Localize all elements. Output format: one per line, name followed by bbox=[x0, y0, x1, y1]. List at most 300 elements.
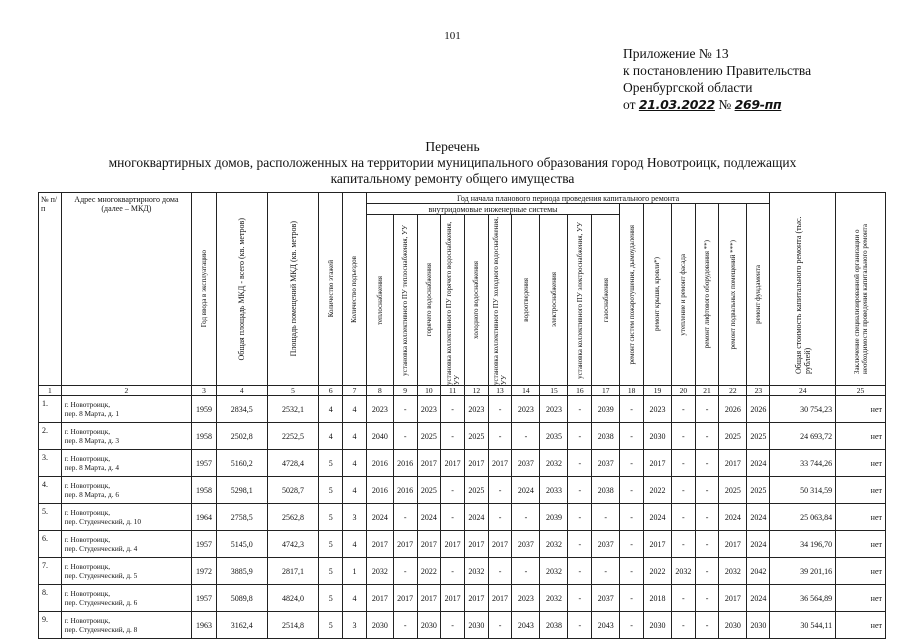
table-cell: 34 196,70 bbox=[770, 531, 836, 558]
table-cell: 25 063,84 bbox=[770, 504, 836, 531]
table-cell: 2024 bbox=[747, 504, 770, 531]
header-heat-text: теплоснабжения bbox=[375, 275, 384, 325]
address-city: г. Новотроицк, bbox=[64, 400, 111, 409]
header-pu-electric-text: установка коллективного ПУ электроснабжения, УУ bbox=[575, 221, 584, 379]
column-number-row bbox=[39, 386, 886, 396]
address-street: пер. 8 Марта, д. 6 bbox=[64, 490, 120, 499]
table-cell: - bbox=[620, 558, 644, 585]
table-cell: 5 bbox=[319, 585, 343, 612]
table-cell: 2017 bbox=[393, 531, 417, 558]
header-pu-electric bbox=[568, 215, 592, 386]
table-cell: 2038 bbox=[592, 477, 620, 504]
table-cell: - bbox=[592, 558, 620, 585]
header-premises-area-text: Площадь помещений МКД (кв. метров) bbox=[288, 221, 298, 357]
table-cell: 2024 bbox=[417, 504, 441, 531]
column-number: 11 bbox=[441, 386, 465, 396]
table-cell: - bbox=[393, 558, 417, 585]
table-cell: 5 bbox=[319, 477, 343, 504]
table-cell: 4 bbox=[343, 585, 367, 612]
table-cell: 2037 bbox=[592, 585, 620, 612]
column-number: 14 bbox=[512, 386, 540, 396]
table-cell: 2037 bbox=[592, 450, 620, 477]
table-cell: - bbox=[671, 504, 695, 531]
table-cell: 4 bbox=[343, 396, 367, 423]
table-cell: - bbox=[488, 612, 512, 639]
table-cell: - bbox=[568, 585, 592, 612]
table-cell: 4 bbox=[343, 423, 367, 450]
table-cell: - bbox=[671, 612, 695, 639]
table-row bbox=[39, 450, 886, 477]
row-number: 2. bbox=[39, 423, 62, 450]
address-street: пер. Студенческий, д. 4 bbox=[64, 544, 138, 553]
table-cell: 5 bbox=[319, 531, 343, 558]
header-premises-area bbox=[267, 193, 319, 386]
table-cell: нет bbox=[836, 477, 886, 504]
header-gas bbox=[592, 215, 620, 386]
table-cell: - bbox=[620, 477, 644, 504]
table-row bbox=[39, 585, 886, 612]
row-number: 6. bbox=[39, 531, 62, 558]
table-cell: 5 bbox=[319, 558, 343, 585]
table-cell: 2039 bbox=[540, 504, 568, 531]
row-number: 8. bbox=[39, 585, 62, 612]
table-cell: 3885,9 bbox=[216, 558, 267, 585]
table-cell: 2024 bbox=[464, 504, 488, 531]
header-basement-text: ремонт подвальных помещений ***) bbox=[728, 239, 737, 350]
table-cell: нет bbox=[836, 423, 886, 450]
table-cell: - bbox=[620, 423, 644, 450]
address-cell bbox=[61, 423, 192, 450]
table-cell: 4824,0 bbox=[267, 585, 319, 612]
address-street: пер. Студенческий, д. 10 bbox=[64, 517, 141, 526]
table-cell: нет bbox=[836, 504, 886, 531]
header-lift-text: ремонт лифтового оборудования **) bbox=[703, 240, 712, 349]
table-cell: 2017 bbox=[441, 450, 465, 477]
table-cell: 2016 bbox=[393, 477, 417, 504]
header-fire bbox=[620, 204, 644, 386]
address-city: г. Новотроицк, bbox=[64, 616, 111, 625]
table-cell: - bbox=[488, 423, 512, 450]
row-number: 9. bbox=[39, 612, 62, 639]
appendix-line-3: Оренбургской области bbox=[623, 80, 753, 95]
table-cell: 4 bbox=[343, 477, 367, 504]
table-row bbox=[39, 396, 886, 423]
table-cell: - bbox=[695, 585, 719, 612]
table-cell: 2030 bbox=[643, 612, 671, 639]
table-cell: 2532,1 bbox=[267, 396, 319, 423]
table-cell: 2024 bbox=[747, 585, 770, 612]
table-cell: 2023 bbox=[464, 396, 488, 423]
table-row bbox=[39, 423, 886, 450]
number-prefix: № bbox=[718, 97, 732, 112]
table-cell: 2030 bbox=[719, 612, 747, 639]
table-cell: 2030 bbox=[417, 612, 441, 639]
appendix-line-2: к постановлению Правительства bbox=[623, 63, 812, 78]
table-cell: нет bbox=[836, 396, 886, 423]
address-cell bbox=[61, 477, 192, 504]
table-cell: - bbox=[568, 477, 592, 504]
header-hot-water-text: горячего водоснабжения bbox=[424, 263, 433, 337]
table-cell: - bbox=[695, 450, 719, 477]
table-cell: - bbox=[441, 558, 465, 585]
header-cold-water bbox=[464, 215, 488, 386]
table-cell: 4728,4 bbox=[267, 450, 319, 477]
table-cell: - bbox=[568, 531, 592, 558]
address-city: г. Новотроицк, bbox=[64, 562, 111, 571]
table-cell: 2758,5 bbox=[216, 504, 267, 531]
table-cell: 5160,2 bbox=[216, 450, 267, 477]
document-title bbox=[0, 139, 905, 187]
houses-table bbox=[38, 192, 886, 639]
appendix-date-line bbox=[623, 96, 811, 113]
table-cell: 2017 bbox=[719, 531, 747, 558]
table-row bbox=[39, 612, 886, 639]
table-cell: 2025 bbox=[747, 423, 770, 450]
table-cell: - bbox=[393, 423, 417, 450]
address-street: пер. Студенческий, д. 6 bbox=[64, 598, 138, 607]
table-cell: 5 bbox=[319, 450, 343, 477]
table-cell: - bbox=[441, 423, 465, 450]
table-cell: 4 bbox=[319, 423, 343, 450]
table-cell: - bbox=[441, 504, 465, 531]
table-cell: 2030 bbox=[643, 423, 671, 450]
address-cell bbox=[61, 450, 192, 477]
table-cell: - bbox=[568, 612, 592, 639]
table-cell: 2025 bbox=[747, 477, 770, 504]
table-cell: - bbox=[441, 396, 465, 423]
table-cell: 2017 bbox=[441, 531, 465, 558]
table-cell: - bbox=[671, 423, 695, 450]
table-cell: - bbox=[568, 450, 592, 477]
table-cell: 1972 bbox=[192, 558, 217, 585]
table-cell: 2017 bbox=[366, 531, 393, 558]
handwritten-number: 269-пп bbox=[734, 97, 782, 112]
header-pu-heat-text: установка коллективного ПУ теплоснабжения, УУ bbox=[401, 224, 410, 376]
table-cell: 2016 bbox=[393, 450, 417, 477]
table-cell: - bbox=[671, 396, 695, 423]
address-street: пер. Студенческий, д. 5 bbox=[64, 571, 138, 580]
table-cell: 2030 bbox=[464, 612, 488, 639]
table-cell: 1957 bbox=[192, 450, 217, 477]
table-row bbox=[39, 504, 886, 531]
address-street: пер. 8 Марта, д. 1 bbox=[64, 409, 120, 418]
table-cell: 2025 bbox=[417, 423, 441, 450]
appendix-block bbox=[623, 45, 811, 113]
table-cell: 2024 bbox=[719, 504, 747, 531]
header-gas-text: газоснабжения bbox=[601, 277, 610, 323]
column-number: 12 bbox=[464, 386, 488, 396]
table-cell: 1957 bbox=[192, 585, 217, 612]
table-cell: 2017 bbox=[719, 585, 747, 612]
table-cell: 2024 bbox=[366, 504, 393, 531]
header-sewer-text: водоотведения bbox=[521, 278, 530, 322]
header-entrances-text: Количество подъездов bbox=[350, 255, 359, 323]
table-cell: 1963 bbox=[192, 612, 217, 639]
header-cold-water-text: холодного водоснабжения bbox=[472, 261, 481, 339]
table-cell: 50 314,59 bbox=[770, 477, 836, 504]
table-cell: 3 bbox=[343, 612, 367, 639]
table-cell: 4 bbox=[343, 531, 367, 558]
table-cell: 24 693,72 bbox=[770, 423, 836, 450]
table-cell: 5298,1 bbox=[216, 477, 267, 504]
table-cell: 2023 bbox=[540, 396, 568, 423]
table-cell: 2016 bbox=[366, 477, 393, 504]
table-cell: - bbox=[393, 396, 417, 423]
table-cell: 2037 bbox=[512, 450, 540, 477]
header-conclusion-text: Заключение специализированной организации о необходимости проведения капитального ремонта bbox=[852, 224, 869, 374]
table-cell: 5 bbox=[319, 504, 343, 531]
table-cell: 30 544,11 bbox=[770, 612, 836, 639]
table-cell: - bbox=[568, 396, 592, 423]
address-city: г. Новотроицк, bbox=[64, 481, 111, 490]
address-cell bbox=[61, 612, 192, 639]
table-cell: 2017 bbox=[464, 531, 488, 558]
table-cell: нет bbox=[836, 450, 886, 477]
header-total-area bbox=[216, 193, 267, 386]
address-cell bbox=[61, 396, 192, 423]
table-cell: - bbox=[620, 396, 644, 423]
header-basement bbox=[719, 204, 747, 386]
table-cell: 2023 bbox=[417, 396, 441, 423]
header-electric bbox=[540, 215, 568, 386]
table-cell: - bbox=[488, 396, 512, 423]
table-cell: 3162,4 bbox=[216, 612, 267, 639]
header-floors-text: Количество этажей bbox=[326, 260, 335, 318]
page-number: 101 bbox=[444, 30, 461, 42]
table-cell: 1959 bbox=[192, 396, 217, 423]
table-cell: 2040 bbox=[366, 423, 393, 450]
header-period-group: Год начала планового периода проведения капитального ремонта bbox=[366, 193, 769, 204]
table-cell: 2025 bbox=[719, 423, 747, 450]
table-cell: 2030 bbox=[366, 612, 393, 639]
table-cell: - bbox=[393, 612, 417, 639]
header-cost bbox=[770, 193, 836, 386]
table-cell: 2017 bbox=[464, 450, 488, 477]
table-cell: 2017 bbox=[417, 450, 441, 477]
table-cell: - bbox=[592, 504, 620, 531]
table-body bbox=[39, 386, 886, 639]
header-facade-text: утепление и ремонт фасада bbox=[679, 253, 688, 336]
row-number: 7. bbox=[39, 558, 62, 585]
table-cell: 2023 bbox=[643, 396, 671, 423]
table-cell: 5 bbox=[319, 612, 343, 639]
header-sewer bbox=[512, 215, 540, 386]
table-cell: 2017 bbox=[488, 585, 512, 612]
table-cell: нет bbox=[836, 531, 886, 558]
address-street: пер. 8 Марта, д. 3 bbox=[64, 436, 120, 445]
header-facade bbox=[671, 204, 695, 386]
table-cell: - bbox=[695, 558, 719, 585]
table-cell: 2024 bbox=[512, 477, 540, 504]
table-cell: 2017 bbox=[719, 450, 747, 477]
table-cell: 2037 bbox=[592, 531, 620, 558]
table-cell: 2032 bbox=[464, 558, 488, 585]
table-cell: 2022 bbox=[643, 477, 671, 504]
header-total-area-text: Общая площадь МКД - всего (кв. метров) bbox=[237, 217, 247, 361]
table-cell: 2043 bbox=[592, 612, 620, 639]
column-number: 22 bbox=[719, 386, 747, 396]
title-line-3: капитальному ремонту общего имущества bbox=[330, 171, 575, 186]
address-cell bbox=[61, 504, 192, 531]
table-cell: 5145,0 bbox=[216, 531, 267, 558]
table-cell: - bbox=[512, 558, 540, 585]
header-floors bbox=[319, 193, 343, 386]
table-cell: 2024 bbox=[747, 531, 770, 558]
table-row bbox=[39, 477, 886, 504]
column-number: 6 bbox=[319, 386, 343, 396]
table-cell: 2022 bbox=[643, 558, 671, 585]
column-number: 25 bbox=[836, 386, 886, 396]
table-cell: 2018 bbox=[643, 585, 671, 612]
table-cell: 2030 bbox=[747, 612, 770, 639]
table-cell: 2025 bbox=[719, 477, 747, 504]
table-cell: 2026 bbox=[719, 396, 747, 423]
table-cell: - bbox=[512, 504, 540, 531]
table-cell: - bbox=[441, 612, 465, 639]
table-cell: - bbox=[695, 477, 719, 504]
header-address: Адрес многоквартирного дома (далее – МКД) bbox=[61, 193, 192, 386]
table-cell: - bbox=[568, 504, 592, 531]
table-cell: 2026 bbox=[747, 396, 770, 423]
address-cell bbox=[61, 585, 192, 612]
column-number: 19 bbox=[643, 386, 671, 396]
table-cell: - bbox=[620, 612, 644, 639]
column-number: 1 bbox=[39, 386, 62, 396]
table-cell: 2025 bbox=[464, 477, 488, 504]
table-cell: 2032 bbox=[540, 558, 568, 585]
header-roof-text: ремонт крыши, кровли*) bbox=[653, 257, 662, 332]
column-number: 8 bbox=[366, 386, 393, 396]
column-number: 24 bbox=[770, 386, 836, 396]
table-cell: 2032 bbox=[540, 450, 568, 477]
column-number: 7 bbox=[343, 386, 367, 396]
table-cell: 1957 bbox=[192, 531, 217, 558]
header-hot-water bbox=[417, 215, 441, 386]
appendix-line-1: Приложение № 13 bbox=[623, 46, 729, 61]
address-city: г. Новотроицк, bbox=[64, 589, 111, 598]
header-pu-cold-text: установка коллективного ПУ холодного водоснабжения, УУ bbox=[492, 216, 509, 385]
table-cell: 4 bbox=[343, 450, 367, 477]
table-cell: 1958 bbox=[192, 423, 217, 450]
header-entrances bbox=[343, 193, 367, 386]
table-cell: 2817,1 bbox=[267, 558, 319, 585]
table-cell: - bbox=[512, 423, 540, 450]
address-street: пер. 8 Марта, д. 4 bbox=[64, 463, 120, 472]
column-number: 23 bbox=[747, 386, 770, 396]
table-cell: 2017 bbox=[417, 585, 441, 612]
column-number: 10 bbox=[417, 386, 441, 396]
table-cell: 2033 bbox=[540, 477, 568, 504]
table-cell: 2017 bbox=[366, 585, 393, 612]
column-number: 4 bbox=[216, 386, 267, 396]
table-cell: 4742,3 bbox=[267, 531, 319, 558]
column-number: 3 bbox=[192, 386, 217, 396]
header-pu-cold bbox=[488, 215, 512, 386]
table-cell: - bbox=[620, 585, 644, 612]
table-cell: 2017 bbox=[488, 531, 512, 558]
column-number: 15 bbox=[540, 386, 568, 396]
table-cell: - bbox=[568, 558, 592, 585]
table-cell: 5028,7 bbox=[267, 477, 319, 504]
table-cell: 2017 bbox=[464, 585, 488, 612]
table-cell: 1958 bbox=[192, 477, 217, 504]
header-lift bbox=[695, 204, 719, 386]
table-cell: - bbox=[671, 477, 695, 504]
column-number: 13 bbox=[488, 386, 512, 396]
table-cell: 2032 bbox=[366, 558, 393, 585]
row-number: 5. bbox=[39, 504, 62, 531]
table-cell: 5089,8 bbox=[216, 585, 267, 612]
table-cell: - bbox=[620, 450, 644, 477]
table-cell: 2024 bbox=[747, 450, 770, 477]
table-cell: 2032 bbox=[540, 531, 568, 558]
table-cell: - bbox=[568, 423, 592, 450]
table-cell: 2514,8 bbox=[267, 612, 319, 639]
table-cell: 33 744,26 bbox=[770, 450, 836, 477]
address-street: пер. Студенческий, д. 8 bbox=[64, 625, 138, 634]
header-pu-hot-text: установка коллективного ПУ горячего водоснабжения, УУ bbox=[444, 221, 461, 385]
header-row-1 bbox=[39, 193, 886, 204]
title-line-2: многоквартирных домов, расположенных на территории муниципального образования город Новотроицк, подлежащих bbox=[108, 155, 797, 170]
address-city: г. Новотроицк, bbox=[64, 535, 111, 544]
column-number: 16 bbox=[568, 386, 592, 396]
table-cell: 2017 bbox=[417, 531, 441, 558]
row-number: 1. bbox=[39, 396, 62, 423]
table-cell: нет bbox=[836, 612, 886, 639]
handwritten-date: 21.03.2022 bbox=[638, 97, 715, 112]
header-pu-heat bbox=[393, 215, 417, 386]
table-cell: - bbox=[393, 504, 417, 531]
table-cell: 2023 bbox=[512, 585, 540, 612]
table-cell: - bbox=[671, 585, 695, 612]
column-number: 2 bbox=[61, 386, 192, 396]
header-foundation-text: ремонт фундамента bbox=[754, 265, 763, 324]
table-cell: 2017 bbox=[643, 531, 671, 558]
column-number: 9 bbox=[393, 386, 417, 396]
table-cell: - bbox=[695, 504, 719, 531]
address-city: г. Новотроицк, bbox=[64, 508, 111, 517]
table-cell: 2834,5 bbox=[216, 396, 267, 423]
table-cell: 2038 bbox=[592, 423, 620, 450]
table-cell: - bbox=[695, 423, 719, 450]
row-number: 3. bbox=[39, 450, 62, 477]
table-cell: - bbox=[620, 504, 644, 531]
table-cell: - bbox=[441, 477, 465, 504]
header-year bbox=[192, 193, 217, 386]
date-prefix: от bbox=[623, 97, 636, 112]
table-cell: нет bbox=[836, 558, 886, 585]
table-cell: - bbox=[488, 477, 512, 504]
table-cell: 2032 bbox=[671, 558, 695, 585]
table-cell: 2023 bbox=[366, 396, 393, 423]
table-cell: 39 201,16 bbox=[770, 558, 836, 585]
table-cell: 2024 bbox=[643, 504, 671, 531]
table-cell: 2039 bbox=[592, 396, 620, 423]
column-number: 18 bbox=[620, 386, 644, 396]
table-cell: 30 754,23 bbox=[770, 396, 836, 423]
address-cell bbox=[61, 558, 192, 585]
table-cell: 36 564,89 bbox=[770, 585, 836, 612]
table-cell: 1 bbox=[343, 558, 367, 585]
table-cell: 2016 bbox=[366, 450, 393, 477]
table-cell: 2017 bbox=[643, 450, 671, 477]
table-cell: 2017 bbox=[393, 585, 417, 612]
header-pu-hot bbox=[441, 215, 465, 386]
table-cell: - bbox=[620, 531, 644, 558]
header-year-text: Год ввода в эксплуатацию bbox=[200, 250, 209, 328]
address-cell bbox=[61, 531, 192, 558]
table-cell: нет bbox=[836, 585, 886, 612]
